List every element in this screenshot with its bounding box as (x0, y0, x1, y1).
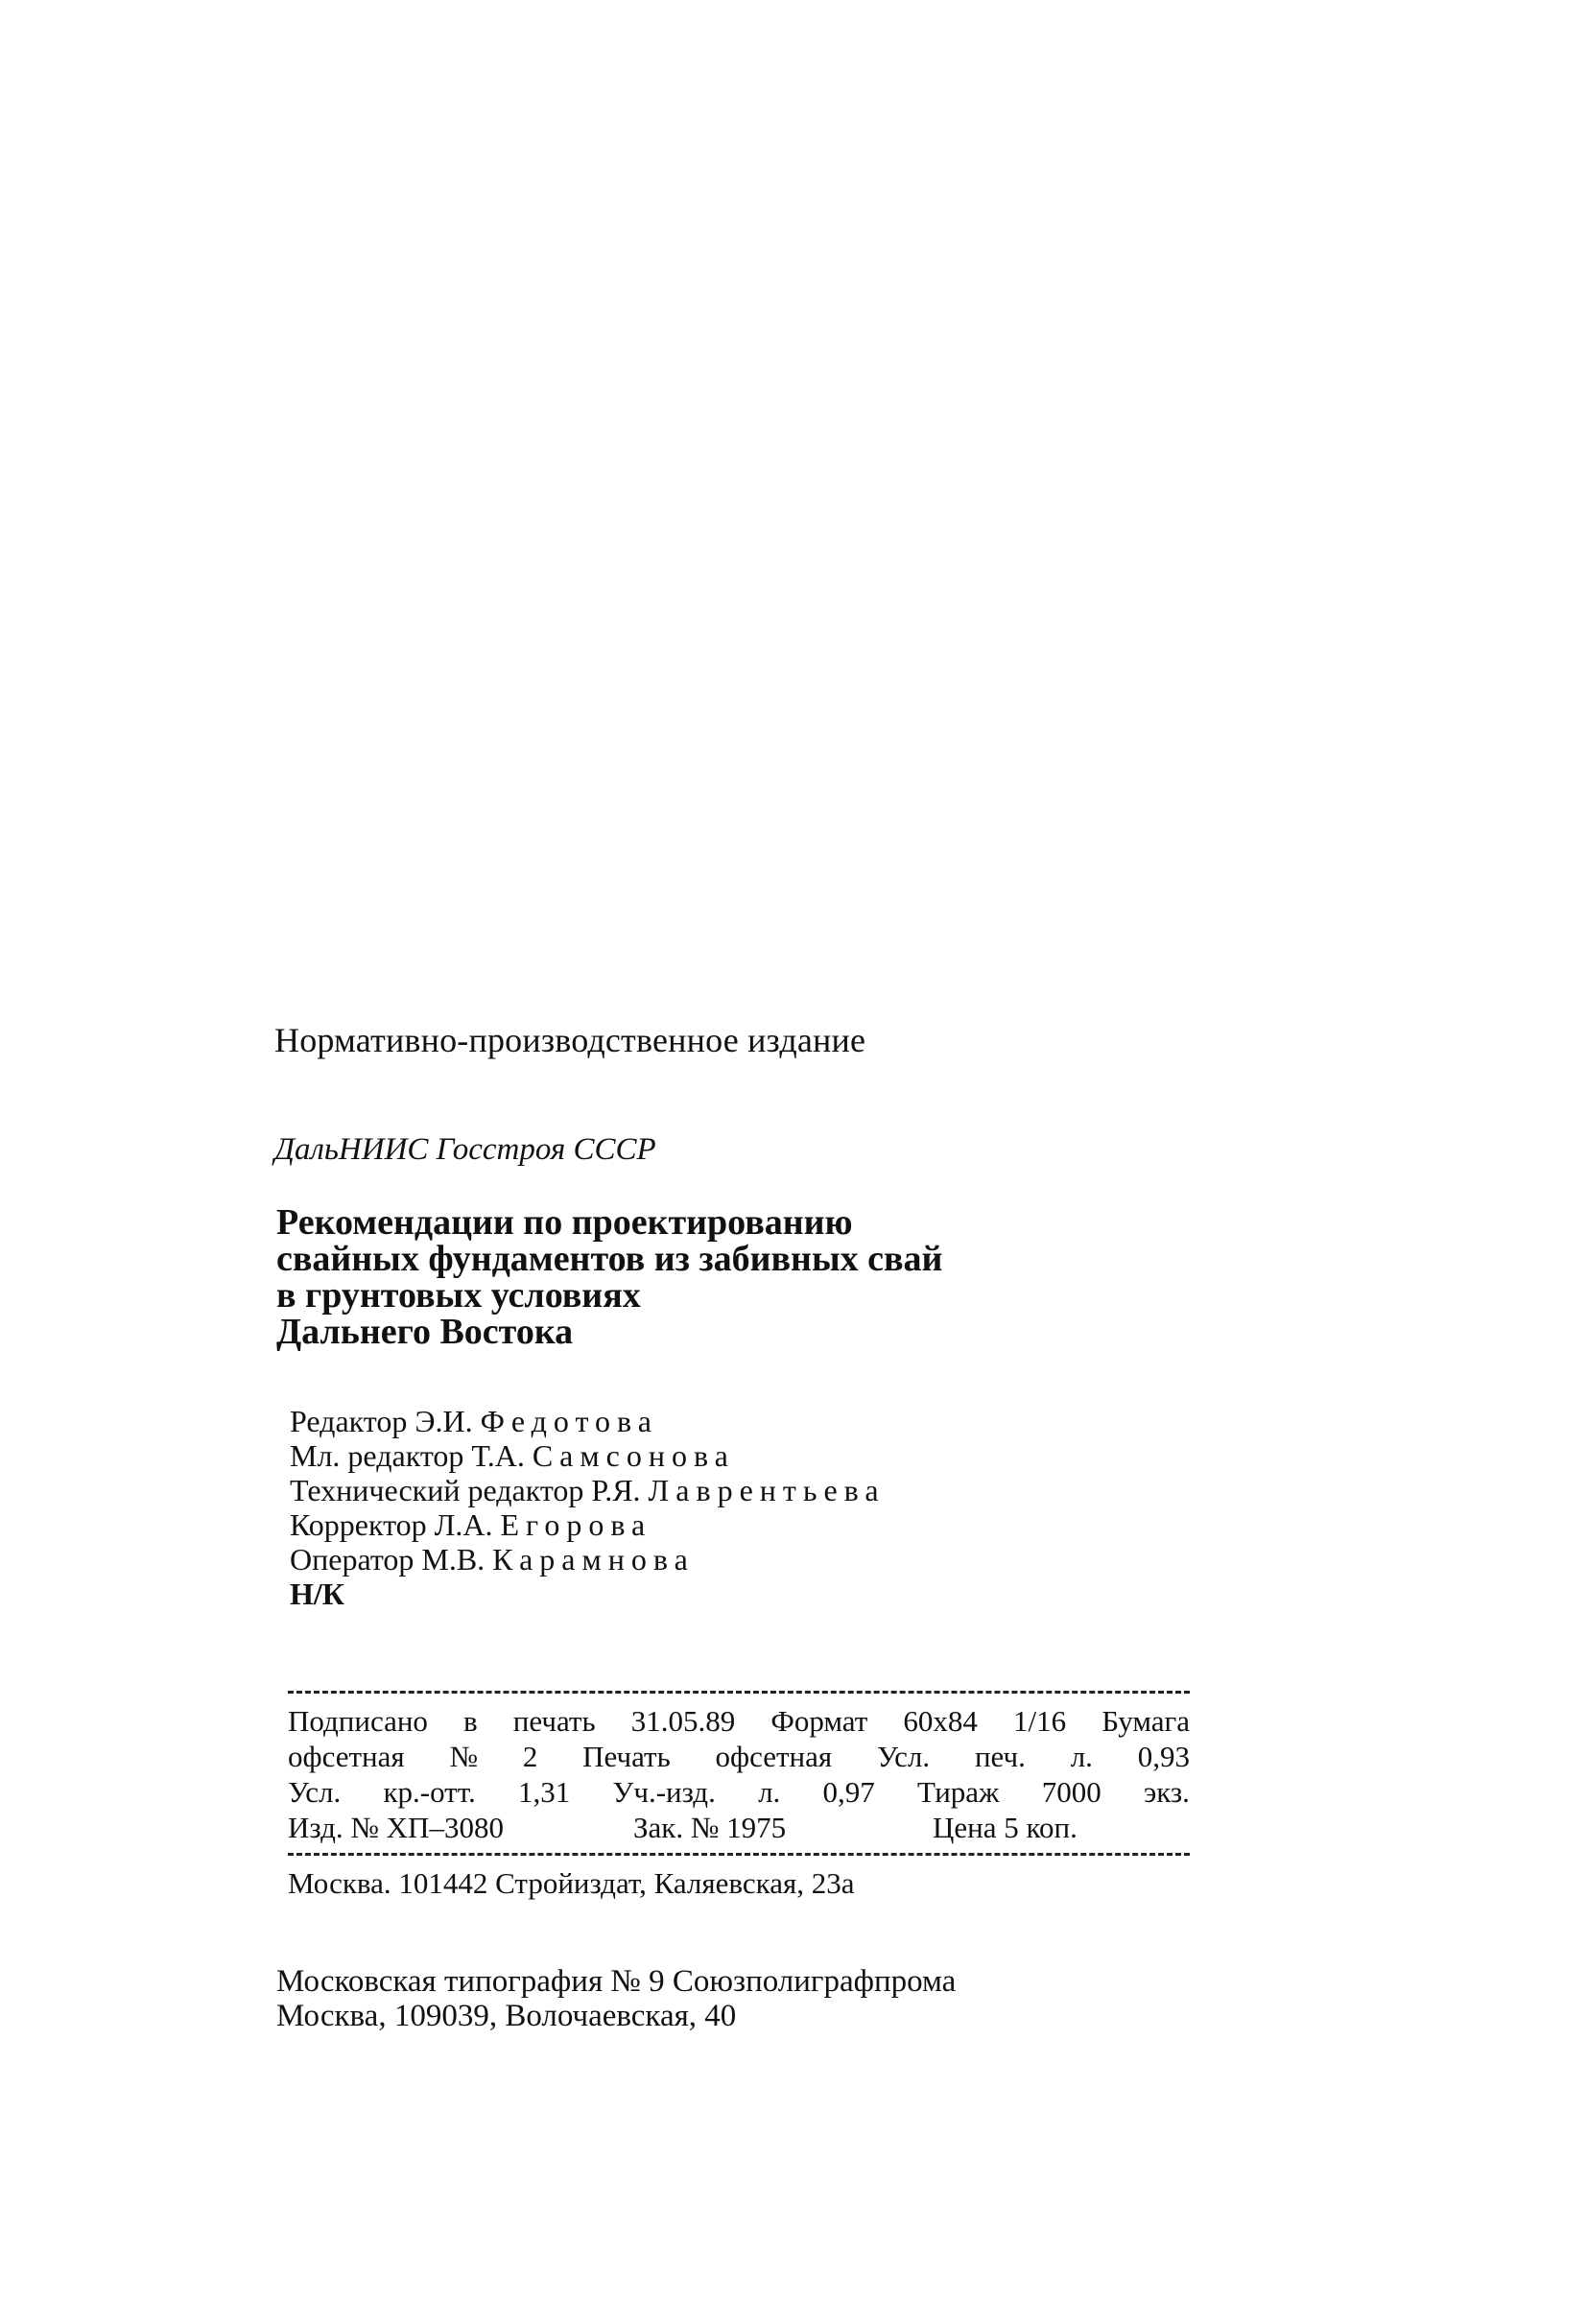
imprint-word: л. (758, 1775, 781, 1809)
imprint-word: экз. (1143, 1775, 1190, 1809)
izd-number: Изд. № ХП–3080 (288, 1811, 504, 1844)
credits-block (290, 1404, 886, 1611)
imprint-word: печ. (974, 1740, 1026, 1773)
imprint-word: 1/16 (1012, 1704, 1067, 1738)
imprint-word: Усл. (876, 1740, 931, 1773)
imprint-word: кр.-отт. (383, 1775, 476, 1809)
printer-line: Московская типография № 9 Союзполиграфпрома (276, 1964, 957, 1999)
imprint-line-1 (288, 1703, 1190, 1739)
printer-line: Москва, 109039, Волочаевская, 40 (276, 1999, 737, 2033)
imprint-word: № (449, 1740, 479, 1773)
credit-role: Мл. редактор Т.А. (290, 1438, 525, 1473)
imprint-word: Бумага (1101, 1704, 1190, 1738)
credit-role: Редактор Э.И. (290, 1404, 473, 1438)
credit-proofreader (290, 1507, 886, 1542)
imprint-word: 0,93 (1137, 1740, 1190, 1773)
imprint-word: 0,97 (822, 1775, 875, 1809)
imprint-line-2 (288, 1739, 1190, 1774)
imprint-word: 7000 (1041, 1775, 1101, 1809)
imprint-word: Тираж (917, 1775, 1000, 1809)
price: Цена 5 коп. (933, 1811, 1078, 1844)
credit-name: Федотова (480, 1404, 658, 1438)
imprint-word: 1,31 (517, 1775, 571, 1809)
imprint-word: 2 (522, 1740, 538, 1773)
credit-role: Технический редактор Р.Я. (290, 1473, 641, 1507)
imprint-word: печать (512, 1704, 596, 1738)
imprint-line-3 (288, 1774, 1190, 1810)
imprint-word: офсетная (715, 1740, 833, 1773)
title-line: свайных фундаментов из забивных свай (276, 1239, 943, 1279)
imprint-word: Уч.-изд. (612, 1775, 716, 1809)
credit-editor (290, 1404, 886, 1438)
imprint-line-4 (288, 1810, 1190, 1845)
organization-name: ДальНИИС Госстроя СССР (274, 1132, 656, 1167)
code-label: Н/К (290, 1577, 344, 1611)
credit-name: Егорова (500, 1507, 652, 1542)
edition-type: Нормативно-производственное издание (274, 1021, 866, 1059)
publisher-address: Москва. 101442 Стройиздат, Каляевская, 23а (288, 1866, 855, 1900)
imprint-word: 60х84 (903, 1704, 978, 1738)
order-number: Зак. № 1975 (633, 1811, 787, 1844)
imprint-word: офсетная (288, 1740, 405, 1773)
credit-role: Корректор Л.А. (290, 1507, 493, 1542)
credit-operator (290, 1542, 886, 1577)
imprint-word: Подписано (288, 1704, 428, 1738)
credit-name: Лаврентьева (648, 1473, 886, 1507)
dashed-divider-bottom (288, 1853, 1190, 1856)
title-line: Рекомендации по проектированию (276, 1202, 853, 1243)
printer-block (276, 1964, 956, 2033)
imprint-word: Усл. (288, 1775, 342, 1809)
imprint-word: Формат (770, 1704, 868, 1738)
credit-technical-editor (290, 1473, 886, 1507)
imprint-block (288, 1703, 1190, 1845)
credit-role: Оператор М.В. (290, 1542, 486, 1577)
credit-name: Карамнова (492, 1542, 695, 1577)
title-line: в грунтовых условиях (276, 1275, 641, 1316)
dashed-divider-top (288, 1691, 1190, 1694)
imprint-word: л. (1070, 1740, 1093, 1773)
document-title (276, 1204, 942, 1350)
imprint-word: Печать (582, 1740, 671, 1773)
imprint-word: в (463, 1704, 478, 1738)
title-line: Дальнего Востока (276, 1312, 574, 1352)
imprint-word: 31.05.89 (630, 1704, 736, 1738)
credit-junior-editor (290, 1438, 886, 1473)
credit-name: Самсонова (532, 1438, 735, 1473)
